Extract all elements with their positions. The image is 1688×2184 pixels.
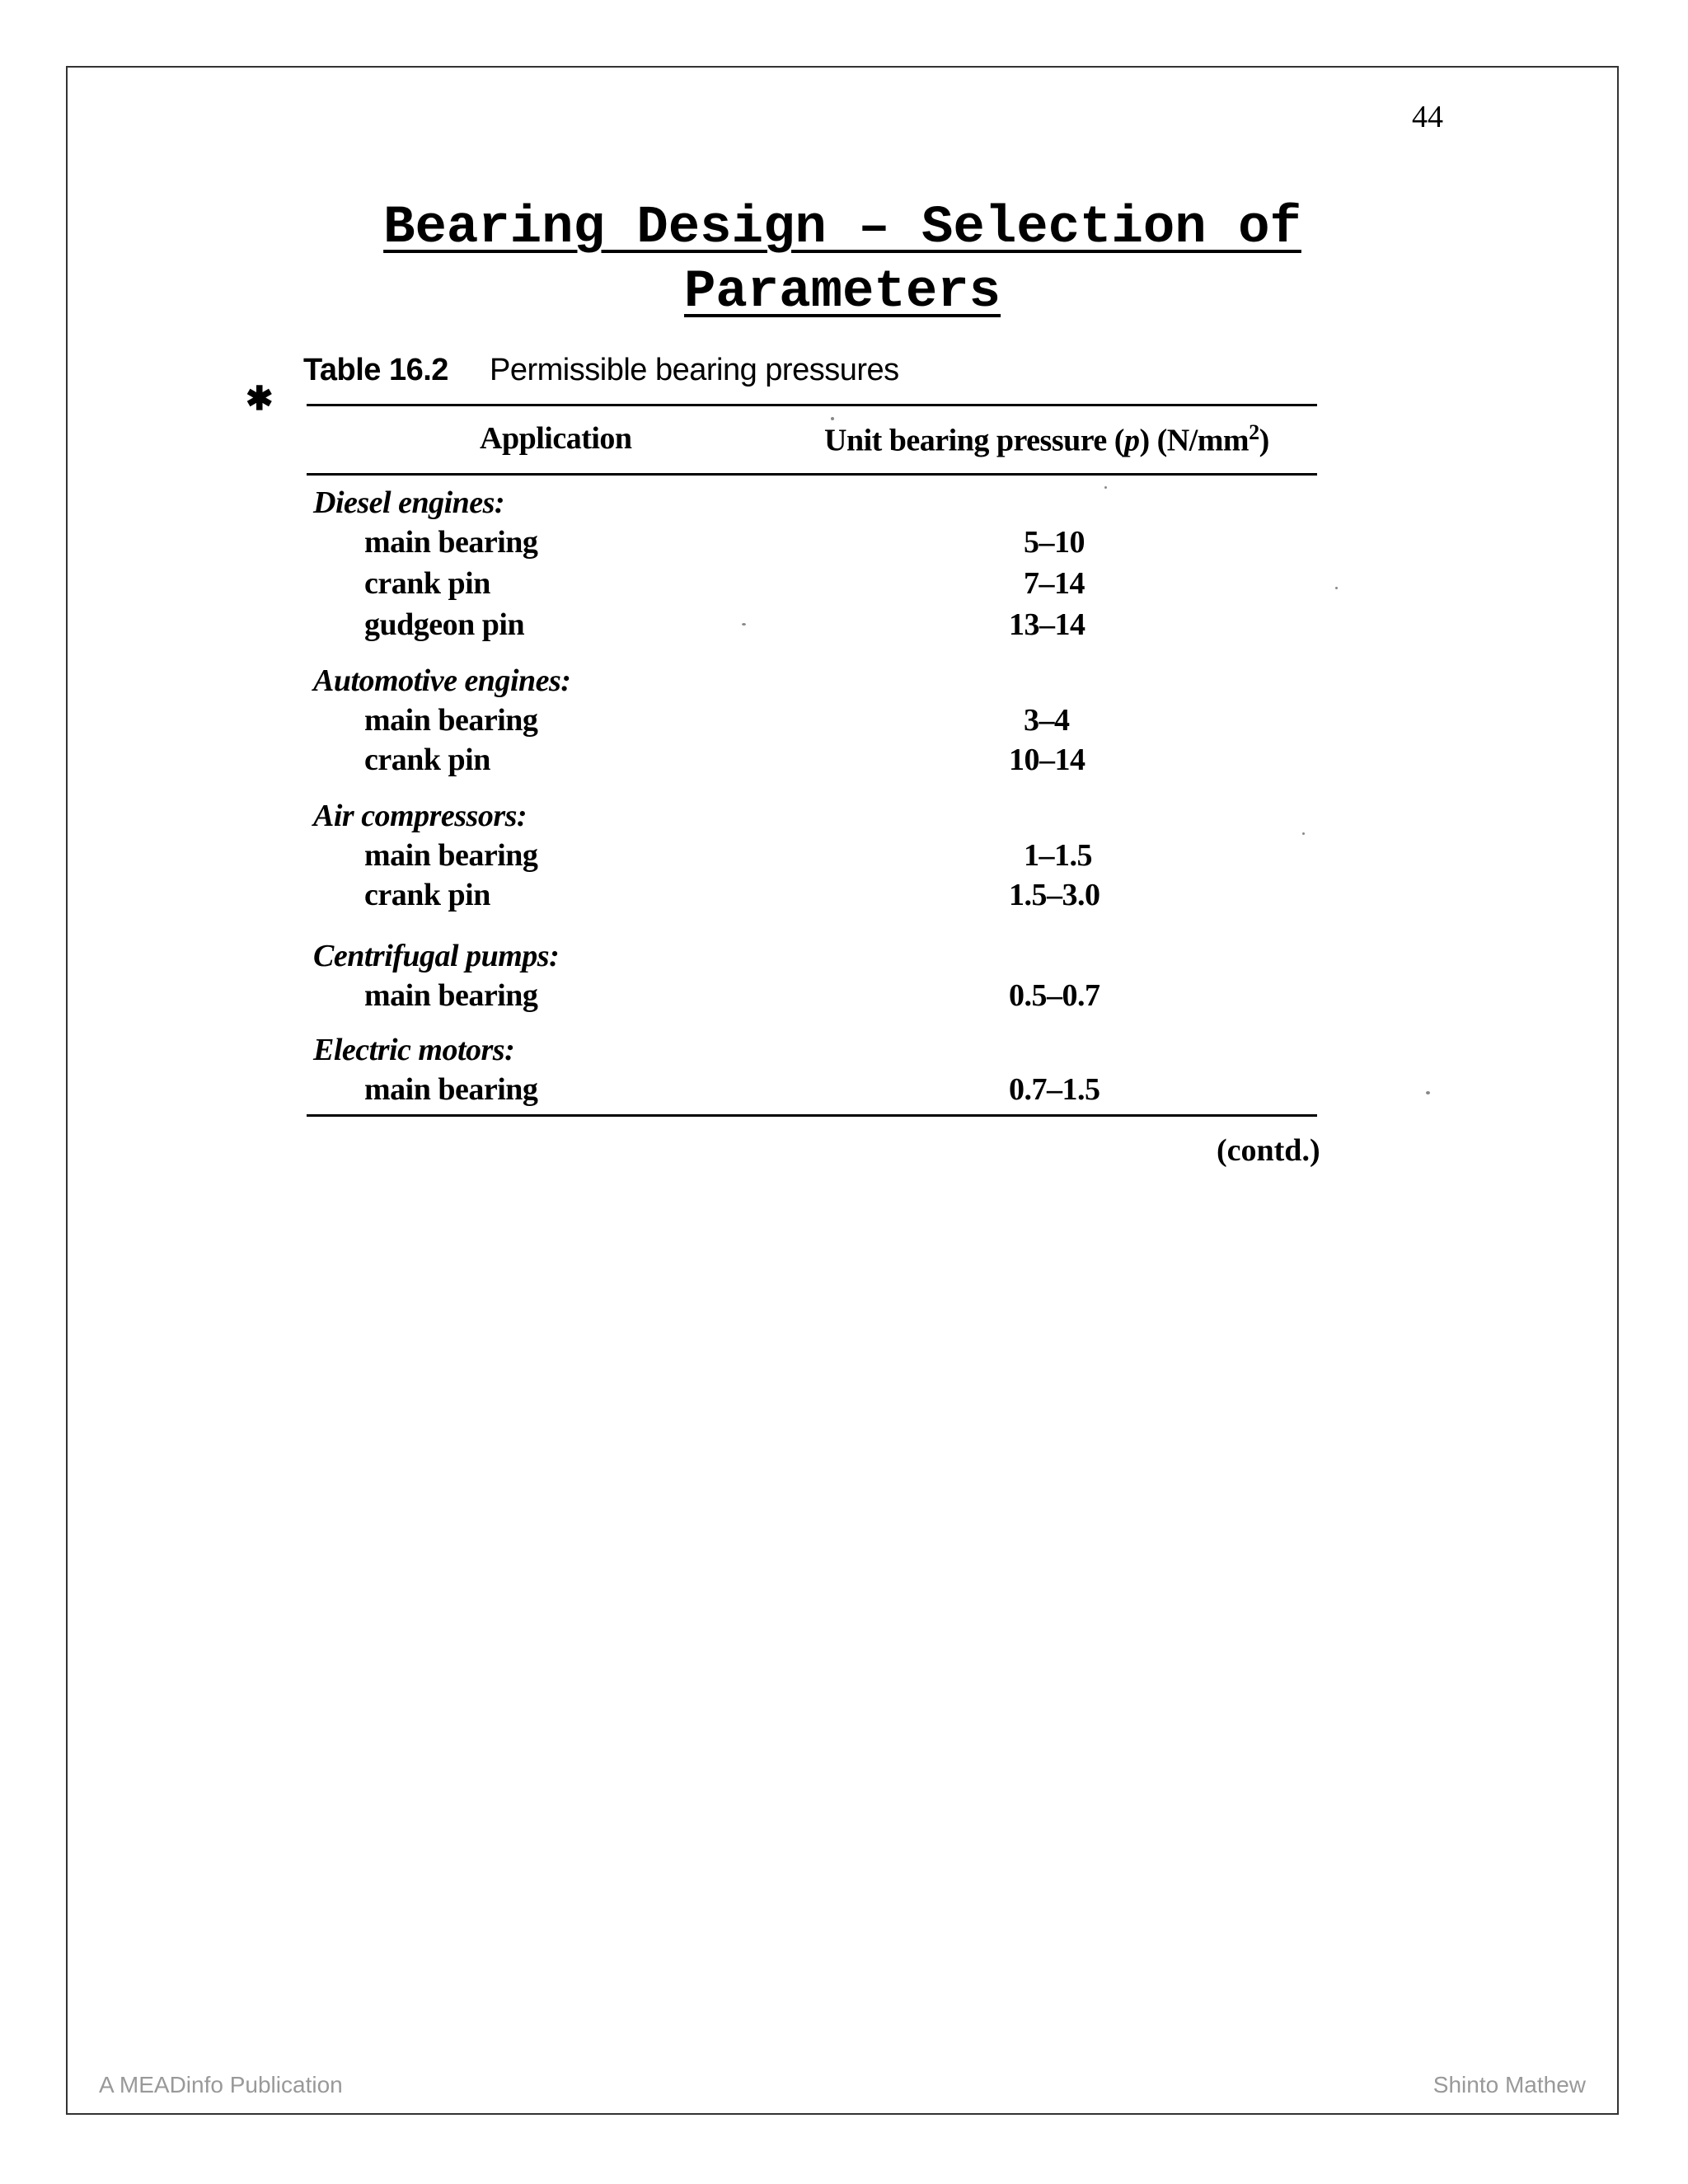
table-row-value: 0.5–0.7 [1009,978,1100,1013]
column-header-pressure [824,420,1269,459]
scan-mark-icon: ✱ [246,380,274,417]
scan-speck [1335,587,1338,589]
table-caption [303,353,899,388]
group-diesel-engines: Diesel engines: [313,485,505,520]
table-row-item: main bearing [364,525,538,560]
title-line-1: Bearing Design – Selection of [383,199,1301,258]
table-row-item: main bearing [364,703,538,738]
table-row-item: main bearing [364,838,538,873]
scan-speck [1104,486,1107,489]
table-row-value: 1.5–3.0 [1009,878,1100,912]
pressure-header-unit: ) (N/mm [1139,423,1250,458]
table-row-value: 0.7–1.5 [1009,1072,1100,1107]
group-centrifugal-pumps: Centrifugal pumps: [313,939,560,973]
footer-author: Shinto Mathew [1432,2072,1586,2097]
table-row-value: 1–1.5 [1024,838,1092,873]
table-top-rule [307,404,1317,406]
table-row-value: 10–14 [1009,743,1085,777]
table-row-value: 3–4 [1024,703,1070,738]
table-row-item: main bearing [364,978,538,1013]
pressure-unit-exponent: 2 [1249,420,1259,444]
table-row-value: 7–14 [1024,566,1085,601]
table-row-item: crank pin [364,566,490,601]
table-row-value: 5–10 [1024,525,1085,560]
footer-publisher: A MEADinfo Publication [99,2072,343,2097]
scan-speck [831,417,834,420]
table-header-rule [307,473,1317,476]
table-row-value: 13–14 [1009,607,1085,642]
column-header-application: Application [480,421,632,456]
table-caption-text: Permissible bearing pressures [490,353,899,387]
table-row-item: gudgeon pin [364,607,525,642]
continued-label: (contd.) [1217,1133,1320,1168]
table-row-item: main bearing [364,1072,538,1107]
table-bottom-rule [307,1114,1317,1117]
scan-speck [1426,1091,1430,1094]
title-line-2: Parameters [683,263,1001,322]
scan-speck [742,623,746,626]
group-automotive-engines: Automotive engines: [313,663,571,698]
table-row-item: crank pin [364,878,490,912]
pressure-symbol: p [1123,423,1140,458]
page-title [66,196,1619,325]
table-row-item: crank pin [364,743,490,777]
pressure-header-close: ) [1259,423,1269,458]
scan-speck [1302,832,1305,835]
pressure-header-prefix: Unit bearing pressure ( [824,423,1124,458]
table-number: Table 16.2 [303,353,448,387]
page-number: 44 [1412,100,1443,134]
group-electric-motors: Electric motors: [313,1033,515,1067]
group-air-compressors: Air compressors: [313,799,528,833]
